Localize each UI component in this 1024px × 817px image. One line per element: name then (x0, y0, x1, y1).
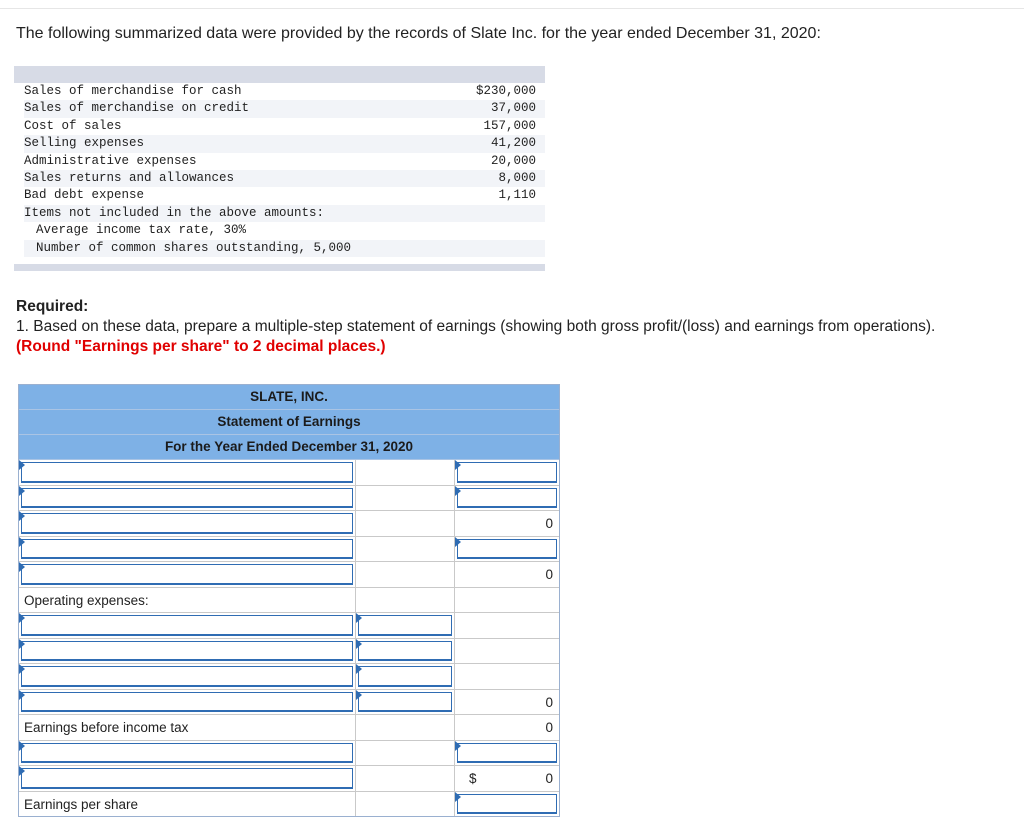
amount-input[interactable] (455, 741, 559, 766)
computed-total: 0 (545, 720, 553, 735)
table-row (19, 511, 559, 537)
empty-cell (356, 792, 455, 817)
amount-input[interactable] (356, 690, 455, 715)
amount-input[interactable] (455, 460, 559, 485)
empty-cell (356, 460, 455, 485)
computed-total: 0 (545, 694, 553, 710)
dropdown-arrow-icon (19, 460, 25, 470)
dropdown-arrow-icon (19, 537, 25, 547)
summary-row: Cost of sales 157,000 (24, 118, 536, 133)
dropdown-arrow-icon (19, 639, 25, 649)
summary-row: Sales of merchandise for cash $230,000 (24, 84, 536, 98)
dropdown-arrow-icon (455, 460, 461, 470)
amount-input[interactable] (455, 486, 559, 511)
table-row (19, 562, 559, 588)
earnings-before-tax-label: Earnings before income tax (19, 715, 356, 740)
empty-cell (455, 664, 559, 689)
dropdown-arrow-icon (356, 664, 362, 674)
top-divider (0, 8, 1024, 9)
line-item-dropdown[interactable] (19, 460, 356, 485)
summary-row: Selling expenses 41,200 (24, 135, 545, 152)
dropdown-arrow-icon (19, 741, 25, 751)
line-item-dropdown[interactable] (19, 766, 356, 791)
table-row (19, 486, 559, 512)
dropdown-arrow-icon (356, 639, 362, 649)
required-heading: Required: (16, 298, 89, 315)
line-item-dropdown[interactable] (19, 690, 356, 715)
table-row (19, 766, 559, 792)
summary-row: Administrative expenses 20,000 (24, 153, 536, 168)
computed-total: $ 0 (469, 771, 553, 786)
computed-total: 0 (545, 567, 553, 582)
operating-expenses-label: Operating expenses: (19, 588, 356, 613)
requirement-1: 1. Based on these data, prepare a multiple-step statement of earnings (showing both gross profit/(loss) and earnings from operations). (16, 318, 936, 335)
amount-input[interactable] (356, 613, 455, 638)
line-item-dropdown[interactable] (19, 639, 356, 664)
line-item-dropdown[interactable] (19, 486, 356, 511)
line-item-dropdown[interactable] (19, 664, 356, 689)
dropdown-arrow-icon (19, 562, 25, 572)
summary-row: Bad debt expense 1,110 (24, 188, 536, 203)
statement-period: For the Year Ended December 31, 2020 (19, 435, 559, 460)
line-item-dropdown[interactable] (19, 741, 356, 766)
line-item-dropdown[interactable] (19, 537, 356, 562)
statement-of-earnings-table (18, 384, 560, 817)
dropdown-arrow-icon (455, 486, 461, 496)
dropdown-arrow-icon (455, 792, 461, 802)
dropdown-arrow-icon (455, 537, 461, 547)
line-item-dropdown[interactable] (19, 613, 356, 638)
dropdown-arrow-icon (19, 511, 25, 521)
data-table-top-band (14, 66, 545, 83)
table-row (19, 460, 559, 486)
dropdown-arrow-icon (455, 741, 461, 751)
dropdown-arrow-icon (19, 613, 25, 623)
empty-cell (356, 562, 455, 587)
rounding-note: (Round "Earnings per share" to 2 decimal places.) (16, 338, 386, 355)
amount-input[interactable] (356, 639, 455, 664)
table-row (19, 537, 559, 563)
table-row (19, 613, 559, 639)
empty-cell (455, 613, 559, 638)
empty-cell (356, 511, 455, 536)
empty-cell (356, 766, 455, 791)
dropdown-arrow-icon (19, 766, 25, 776)
statement-title: Statement of Earnings (19, 410, 559, 435)
dropdown-arrow-icon (19, 664, 25, 674)
empty-cell (356, 486, 455, 511)
empty-cell (356, 741, 455, 766)
empty-cell (455, 588, 559, 613)
empty-cell (356, 537, 455, 562)
eps-input[interactable] (455, 792, 559, 817)
table-row (19, 664, 559, 690)
table-row (19, 639, 559, 665)
dropdown-arrow-icon (19, 486, 25, 496)
dropdown-arrow-icon (19, 690, 25, 700)
dropdown-arrow-icon (356, 613, 362, 623)
intro-text: The following summarized data were provided by the records of Slate Inc. for the year ended December 31, 2020: (16, 25, 821, 42)
summary-row: Items not included in the above amounts: (24, 205, 545, 222)
empty-cell (356, 715, 455, 740)
table-row (19, 690, 559, 716)
summary-row: Sales returns and allowances 8,000 (24, 170, 545, 187)
earnings-per-share-label: Earnings per share (19, 792, 356, 817)
empty-cell (455, 639, 559, 664)
empty-cell (356, 588, 455, 613)
table-row (19, 741, 559, 767)
amount-input[interactable] (356, 664, 455, 689)
amount-input[interactable] (455, 537, 559, 562)
computed-total: 0 (545, 516, 553, 531)
summary-row: Sales of merchandise on credit 37,000 (24, 100, 545, 117)
table-row (19, 715, 559, 741)
data-table-bottom-band (14, 264, 545, 271)
line-item-dropdown[interactable] (19, 511, 356, 536)
table-row (19, 588, 559, 614)
summary-data-table (24, 83, 545, 257)
company-name: SLATE, INC. (19, 385, 559, 410)
dropdown-arrow-icon (356, 690, 362, 700)
line-item-dropdown[interactable] (19, 562, 356, 587)
table-row (19, 792, 559, 817)
summary-row: Average income tax rate, 30% (36, 223, 247, 238)
summary-row: Number of common shares outstanding, 5,000 (24, 240, 545, 257)
